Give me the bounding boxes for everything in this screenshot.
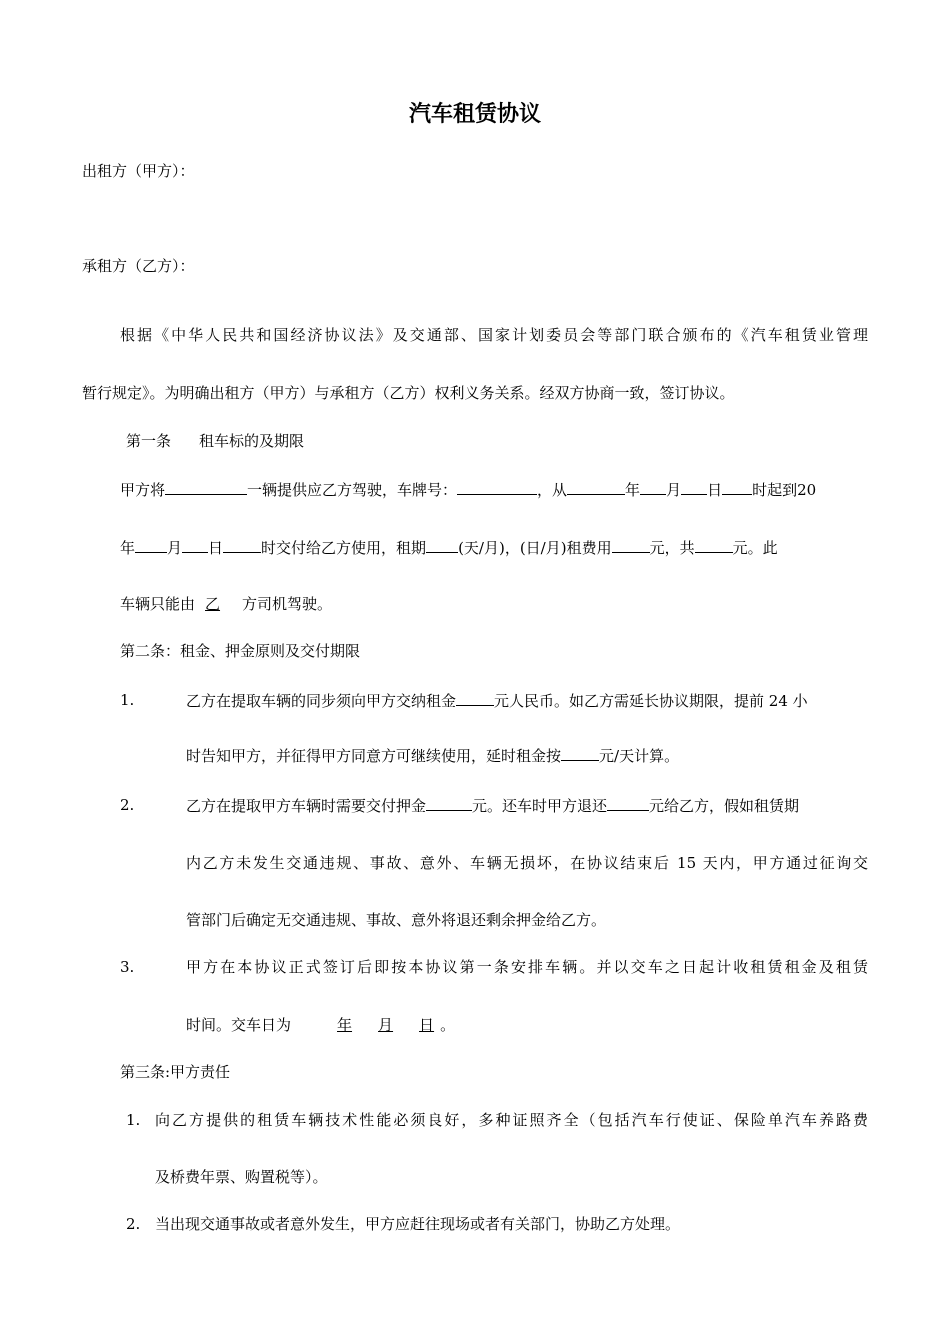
blank-start-hour	[722, 479, 752, 495]
text-segment: 年	[120, 539, 136, 557]
article-2-item-2-line-1	[186, 795, 799, 816]
blank-vehicle	[165, 479, 247, 495]
blank-refund-amount	[607, 795, 649, 811]
text-segment: 方司机驾驶。	[242, 595, 333, 613]
blank-start-day	[681, 479, 707, 495]
blank-end-month	[182, 537, 208, 553]
article-2-item-1-line-2	[186, 745, 679, 766]
text-segment: 时交付给乙方使用，租期	[261, 539, 427, 557]
text-segment: 元。还车时甲方退还	[472, 797, 608, 815]
article-3-item-1-line-2: 及桥费年票、购置税等）。	[155, 1168, 328, 1186]
blank-rent-deposit	[456, 690, 494, 706]
blank-overtime-rate	[561, 745, 599, 761]
blank-rent-rate	[612, 537, 650, 553]
article-1-number: 第一条	[126, 432, 172, 450]
party-b-label: 承租方（乙方）：	[82, 257, 195, 275]
document-title: 汽车租赁协议	[408, 101, 541, 127]
article-2-item-1-number: 1.	[120, 691, 135, 709]
party-a-label: 出租方（甲方）：	[82, 162, 195, 180]
text-segment: 。	[440, 1016, 456, 1034]
delivery-date: 年 月 日	[337, 1016, 435, 1034]
blank-start-year	[567, 479, 625, 495]
preamble-line-1: 根据《中华人民共和国经济协议法》及交通部、国家计划委员会等部门联合颁布的《汽车租赁业管理	[120, 326, 868, 344]
article-2-item-2-line-3: 管部门后确定无交通违规、事故、意外将退还剩余押金给乙方。	[186, 911, 607, 929]
text-segment: (天/月)，(日/月)租费用	[458, 539, 612, 557]
text-segment: 月	[666, 481, 682, 499]
article-3-item-1-line-1: 向乙方提供的租赁车辆技术性能必须良好，多种证照齐全（包括汽车行使证、保险单汽车养路费	[155, 1111, 868, 1129]
article-3-item-1-number: 1.	[126, 1111, 141, 1129]
article-3-item-2-number: 2.	[126, 1215, 141, 1233]
article-1-line-3	[120, 594, 332, 614]
text-segment: 乙方在提取车辆的同步须向甲方交纳租金	[186, 692, 457, 710]
article-2-item-2-number: 2.	[120, 796, 135, 814]
text-segment: 时起到20	[752, 481, 817, 499]
text-segment: 日	[208, 539, 224, 557]
text-segment: 日	[707, 481, 723, 499]
blank-total	[695, 537, 733, 553]
text-segment: 月	[167, 539, 183, 557]
text-segment: 乙方在提取甲方车辆时需要交付押金	[186, 797, 427, 815]
blank-term	[426, 537, 458, 553]
article-3-item-2-line-1: 当出现交通事故或者意外发生，甲方应赶往现场或者有关部门，协助乙方处理。	[155, 1215, 681, 1233]
article-1-line-2	[120, 537, 778, 558]
driver-party: 乙	[205, 595, 221, 613]
article-2-item-3-line-2	[186, 1015, 455, 1035]
text-segment: 元，共	[649, 539, 695, 557]
article-2-heading: 第二条：租金、押金原则及交付期限	[120, 642, 361, 660]
article-2-item-1-line-1	[186, 690, 808, 711]
article-1-heading	[126, 431, 304, 451]
article-2-item-3-line-1: 甲方在本协议正式签订后即按本协议第一条安排车辆。并以交车之日起计收租赁租金及租赁	[186, 958, 868, 976]
preamble-line-2: 暂行规定》。为明确出租方（甲方）与承租方（乙方）权利义务关系。经双方协商一致，签订协议。	[82, 384, 735, 402]
text-segment: 甲方将	[120, 481, 166, 499]
text-segment: 元。此	[732, 539, 778, 557]
blank-plate-number	[457, 479, 537, 495]
blank-end-year	[135, 537, 167, 553]
blank-end-hour	[223, 537, 261, 553]
text-segment: 时告知甲方，并征得甲方同意方可继续使用，延时租金按	[186, 747, 562, 765]
article-2-item-2-line-2: 内乙方未发生交通违规、事故、意外、车辆无损坏，在协议结束后 15 天内，甲方通过征询交	[186, 854, 868, 872]
blank-start-month	[640, 479, 666, 495]
text-segment: 年	[625, 481, 641, 499]
blank-security-deposit	[426, 795, 472, 811]
article-2-item-3-number: 3.	[120, 958, 135, 976]
text-segment: 元给乙方，假如租赁期	[649, 797, 800, 815]
text-segment: 车辆只能由	[120, 595, 196, 613]
article-3-heading: 第三条:甲方责任	[120, 1063, 231, 1081]
article-1-line-1	[120, 479, 816, 500]
text-segment: 元/天计算。	[599, 747, 680, 765]
text-segment: 元人民币。如乙方需延长协议期限，提前 24 小	[494, 692, 808, 710]
text-segment: ，从	[537, 481, 568, 499]
article-1-title: 租车标的及期限	[199, 432, 305, 450]
text-segment: 时间。交车日为	[186, 1016, 292, 1034]
text-segment: 一辆提供应乙方驾驶，车牌号：	[247, 481, 458, 499]
